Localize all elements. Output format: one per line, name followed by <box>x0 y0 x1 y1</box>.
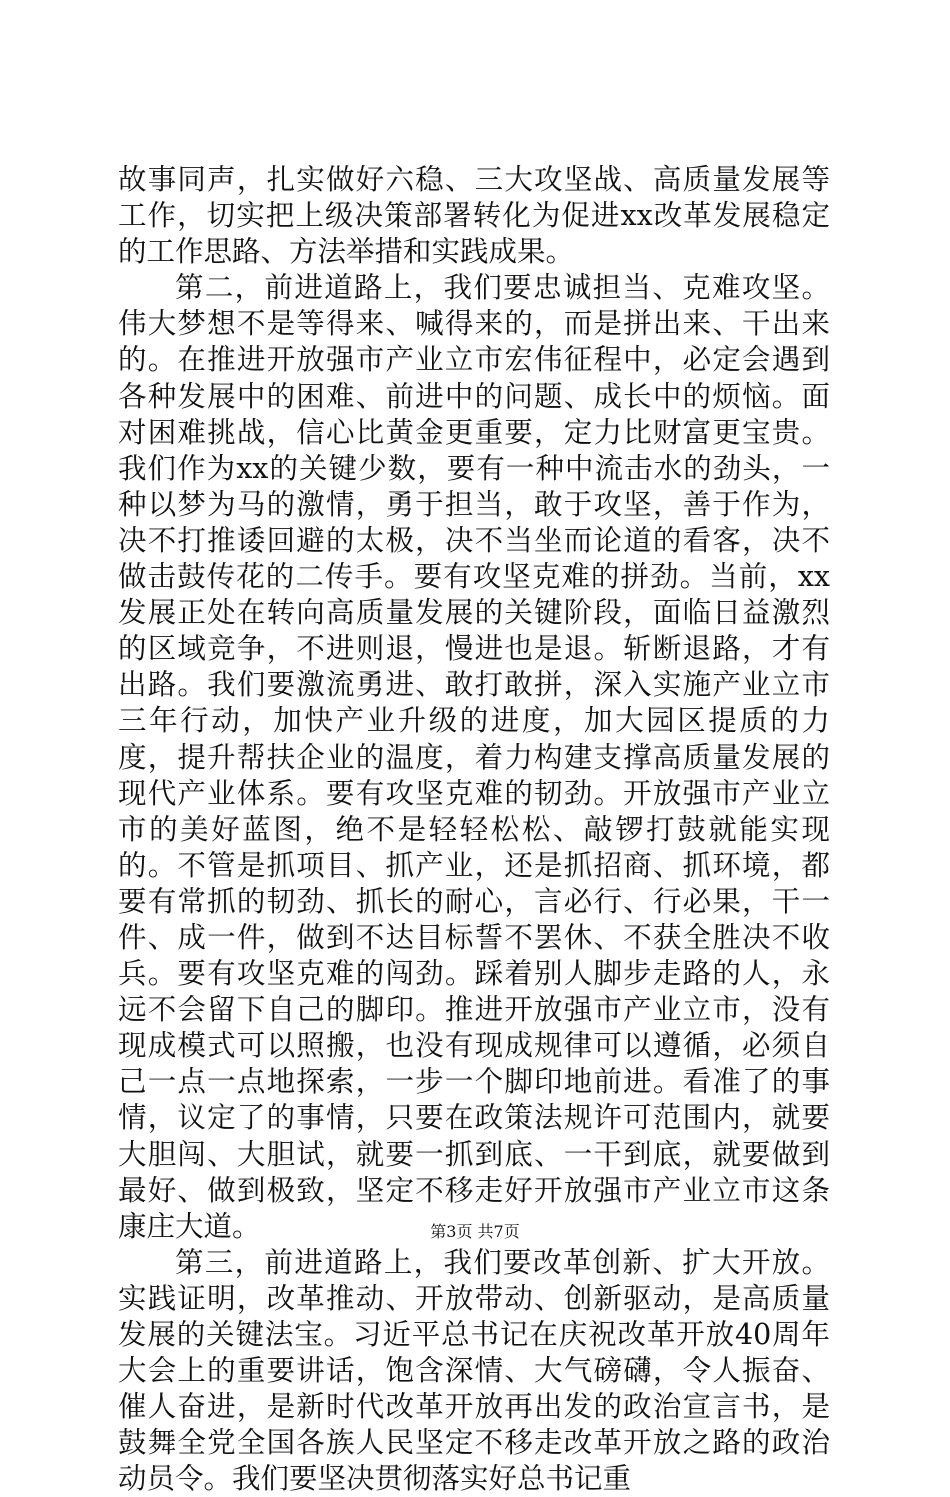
document-body <box>118 162 830 1497</box>
page-footer: 第3页 共7页 <box>430 1222 520 1241</box>
paragraph-second-point: 第二，前进道路上，我们要忠诚担当、克难攻坚。伟大梦想不是等得来、喊得来的，而是拼出来、干出来的。在推进开放强市产业立市宏伟征程中，必定会遇到各种发展中的困难、前进中的问题、成长中的烦恼。面对困难挑战，信心比黄金更重要，定力比财富更宝贵。我们作为xx的关键少数，要有一种中流击水的劲头，一种以梦为马的激情，勇于担当，敢于攻坚，善于作为，决不打推诿回避的太极，决不当坐而论道的看客，决不做击鼓传花的二传手。要有攻坚克难的拼劲。当前，xx发展正处在转向高质量发展的关键阶段，面临日益激烈的区域竞争，不进则退，慢进也是退。斩断退路，才有出路。我们要激流勇进、敢打敢拼，深入实施产业立市三年行动，加快产业升级的进度，加大园区提质的力度，提升帮扶企业的温度，着力构建支撑高质量发展的现代产业体系。要有攻坚克难的韧劲。开放强市产业立市的美好蓝图，绝不是轻轻松松、敲锣打鼓就能实现的。不管是抓项目、抓产业，还是抓招商、抓环境，都要有常抓的韧劲、抓长的耐心，言必行、行必果，干一件、成一件，做到不达目标誓不罢休、不获全胜决不收兵。要有攻坚克难的闯劲。踩着别人脚步走路的人，永远不会留下自己的脚印。推进开放强市产业立市，没有现成模式可以照搬，也没有现成规律可以遵循，必须自己一点一点地探索，一步一个脚印地前进。看准了的事情，议定了的事情，只要在政策法规许可范围内，就要大胆闯、大胆试，就要一抓到底、一干到底，就要做到最好、做到极致，坚定不移走好开放强市产业立市这条康庄大道。 <box>118 271 830 1243</box>
paragraph-continuation: 故事同声，扎实做好六稳、三大攻坚战、高质量发展等工作，切实把上级决策部署转化为促进xx改革发展稳定的工作思路、方法举措和实践成果。 <box>118 163 830 269</box>
paragraph-third-point: 第三，前进道路上，我们要改革创新、扩大开放。实践证明，改革推动、开放带动、创新驱动，是高质量发展的关键法宝。习近平总书记在庆祝改革开放40周年大会上的重要讲话，饱含深情、大气磅礴，令人振奋、催人奋进，是新时代改革开放再出发的政治宣言书，是鼓舞全党全国各族人民坚定不移走改革开放之路的政治动员令。我们要坚决贯彻落实好总书记重 <box>118 1245 830 1496</box>
